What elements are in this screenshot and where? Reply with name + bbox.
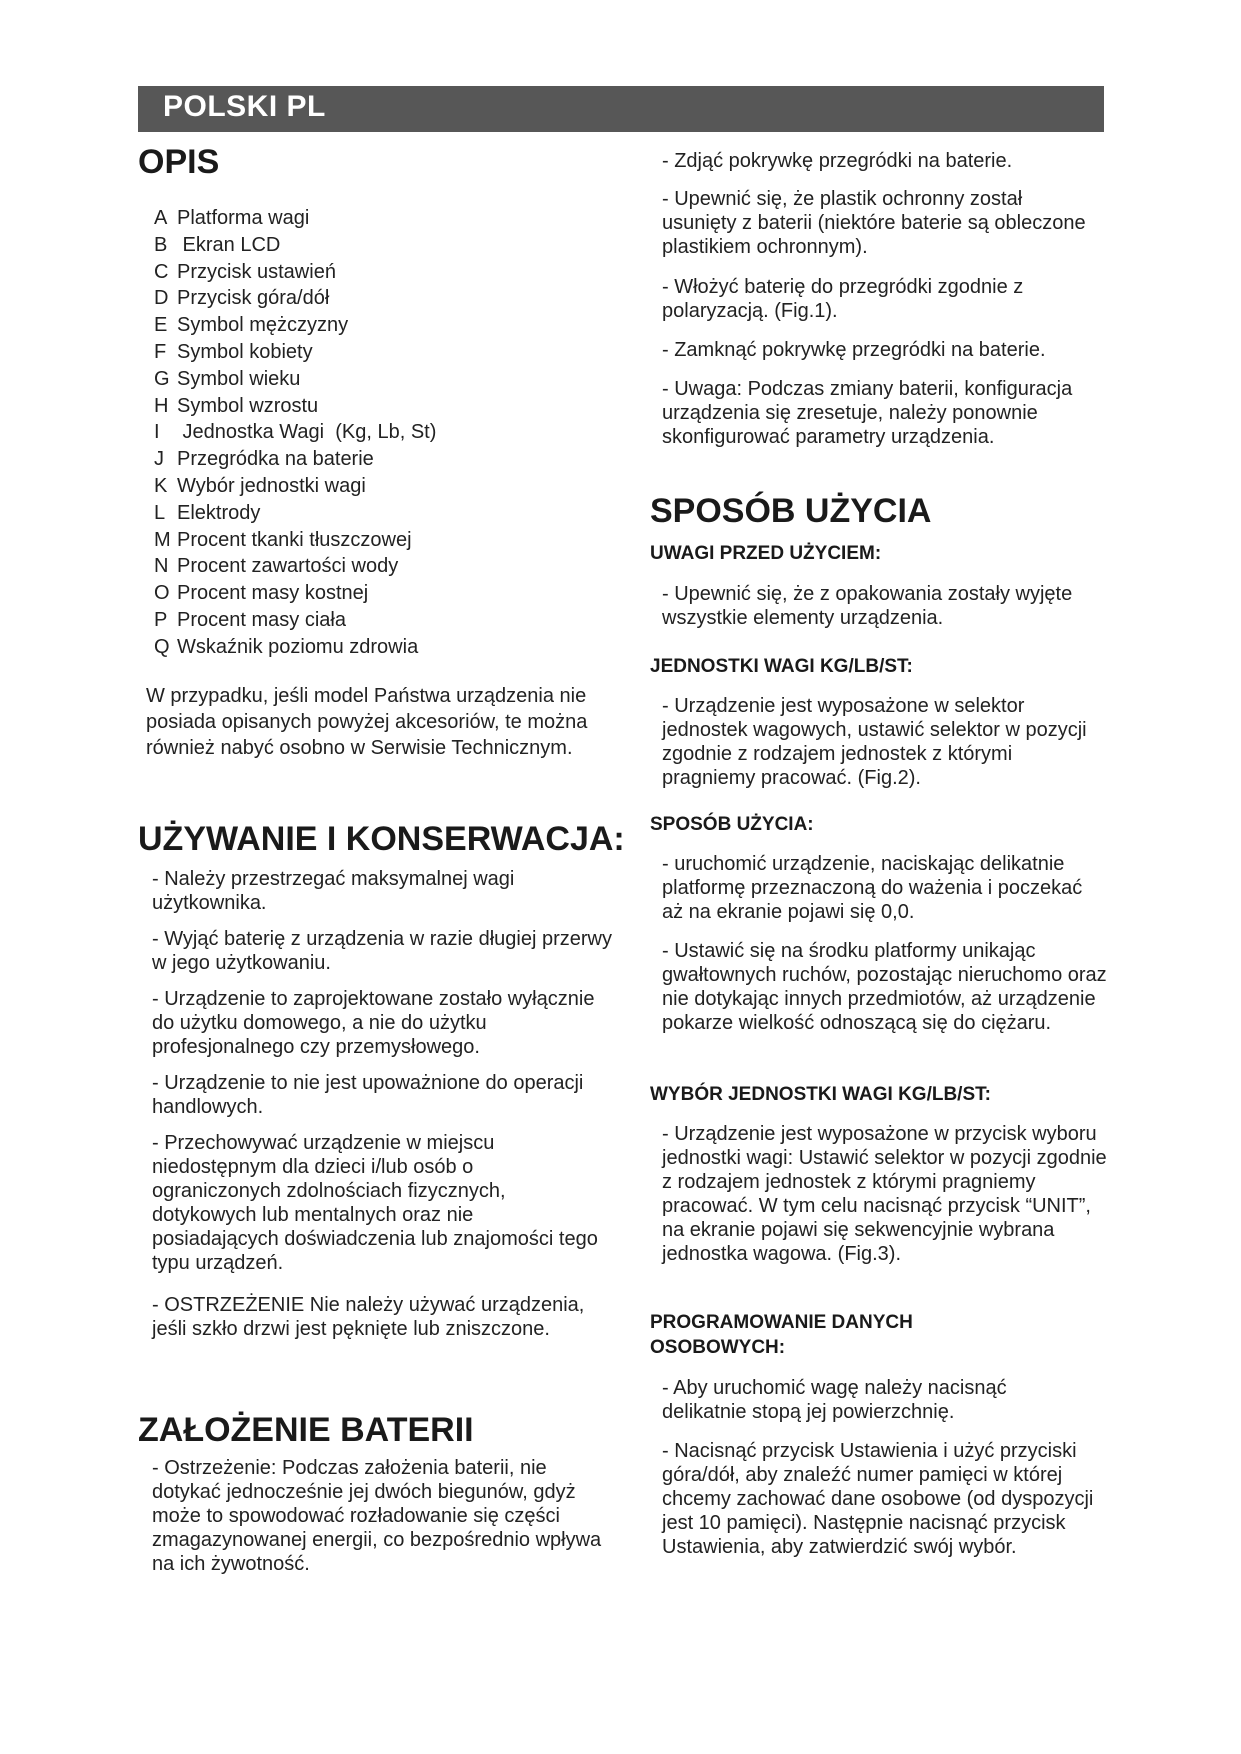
legend-item bbox=[154, 232, 436, 259]
programowanie-text-1: - Aby uruchomić wagę należy nacisnąć delikatnie stopą jej powierzchnię. bbox=[662, 1377, 1007, 1423]
language-header-title: POLSKI PL bbox=[163, 90, 326, 123]
legend-item bbox=[154, 393, 436, 420]
legend-item bbox=[154, 634, 436, 661]
baterii-step-3: - Włożyć baterię do przegródki zgodnie z polaryzacją. (Fig.1). bbox=[662, 276, 1024, 322]
uzywanie-p3: - Urządzenie to zaprojektowane zostało wyłącznie do użytku domowego, a nie do użytku profesjonalnego czy przemysłowego. bbox=[152, 988, 595, 1058]
baterii-title: ZAŁOŻENIE BATERII bbox=[138, 1411, 474, 1449]
legend-label: Platforma wagi bbox=[177, 207, 310, 229]
legend-label: Procent masy ciała bbox=[177, 608, 346, 631]
legend-label: Przegródka na baterie bbox=[177, 448, 374, 471]
legend-item bbox=[154, 553, 436, 580]
legend-item bbox=[154, 259, 436, 286]
legend-label: Symbol wieku bbox=[177, 367, 301, 390]
uzywanie-p1: - Należy przestrzegać maksymalnej wagi użytkownika. bbox=[152, 868, 515, 914]
programowanie-text-2: - Nacisnąć przycisk Ustawienia i użyć przyciski góra/dół, aby znaleźć numer pamięci w której chcemy zachować dane osobowe (od dyspozycji jest 10 pamięci). Następnie nacisnąć przycisk Ustawienia, aby zatwierdzić swój wybór. bbox=[662, 1440, 1094, 1558]
legend-item bbox=[154, 500, 436, 527]
legend-key: P bbox=[154, 608, 168, 631]
legend-key: K bbox=[154, 474, 168, 497]
legend-label: Przycisk góra/dół bbox=[177, 287, 330, 310]
uzywanie-p5: - Przechowywać urządzenie w miejscu niedostępnym dla dzieci i/lub osób o ograniczonych zdolnościach fizycznych, dotykowych lub mentalnych oraz nie posiadających doświadczenia lub znajomości tego typu urządzeń. bbox=[152, 1132, 598, 1274]
legend-label: Procent tkanki tłuszczowej bbox=[177, 528, 412, 551]
legend-item bbox=[154, 527, 436, 554]
legend-label: Symbol mężczyzny bbox=[177, 314, 349, 337]
legend-key: Q bbox=[154, 635, 170, 658]
baterii-step-5: - Uwaga: Podczas zmiany baterii, konfiguracja urządzenia się zresetuje, należy ponownie skonfigurować parametry urządzenia. bbox=[662, 378, 1073, 448]
legend-key: D bbox=[154, 287, 169, 310]
uzywanie-p2: - Wyjąć baterię z urządzenia w razie długiej przerwy w jego użytkowaniu. bbox=[152, 928, 612, 974]
legend-item bbox=[154, 580, 436, 607]
language-header-bar bbox=[138, 86, 1104, 132]
baterii-warning: - Ostrzeżenie: Podczas założenia baterii, nie dotykać jednocześnie jej dwóch biegunów, gdyż może to spowodować rozładowanie się części zmagazynowanej energii, co bezpośrednio wpływa na ich żywotność. bbox=[152, 1457, 602, 1575]
legend-key: J bbox=[154, 448, 164, 471]
legend-key: O bbox=[154, 582, 170, 605]
legend-label: Elektrody bbox=[177, 501, 261, 524]
uzycia-text-2: - Ustawić się na środku platformy unikając gwałtownych ruchów, pozostając nieruchomo oraz nie dotykając innych przedmiotów, aż urządzenie pokarze wielkość odnoszącą się do ciężaru. bbox=[662, 940, 1107, 1034]
opis-note: W przypadku, jeśli model Państwa urządzenia nie posiada opisanych powyżej akcesoriów, te można również nabyć osobno w Serwisie Technicznym. bbox=[146, 685, 588, 759]
legend-key: H bbox=[154, 394, 169, 417]
uzycia-text-1: - uruchomić urządzenie, naciskając delikatnie platformę przeznaczoną do ważenia i poczekać aż na ekranie pojawi się 0,0. bbox=[662, 853, 1083, 923]
legend-key: B bbox=[154, 233, 168, 256]
parts-legend bbox=[154, 205, 436, 661]
uzycia-subtitle: SPOSÓB UŻYCIA: bbox=[650, 814, 814, 835]
legend-item bbox=[154, 285, 436, 312]
uwagi-text: - Upewnić się, że z opakowania zostały wyjęte wszystkie elementy urządzenia. bbox=[662, 583, 1073, 629]
legend-key: E bbox=[154, 314, 168, 337]
legend-key: C bbox=[154, 260, 169, 283]
legend-item bbox=[154, 446, 436, 473]
sposob-title: SPOSÓB UŻYCIA bbox=[650, 492, 932, 530]
uzywanie-title: UŻYWANIE I KONSERWACJA: bbox=[138, 820, 625, 858]
legend-label: Procent masy kostnej bbox=[177, 582, 369, 605]
legend-key: M bbox=[154, 528, 171, 551]
legend-item bbox=[154, 205, 436, 232]
baterii-step-2: - Upewnić się, że plastik ochronny został usunięty z baterii (niektóre baterie są obleczone plastikiem ochronnym). bbox=[662, 188, 1086, 258]
legend-key: F bbox=[154, 340, 167, 363]
legend-key: G bbox=[154, 367, 170, 390]
uzywanie-p4: - Urządzenie to nie jest upoważnione do operacji handlowych. bbox=[152, 1072, 584, 1118]
wybor-text: - Urządzenie jest wyposażone w przycisk wyboru jednostki wagi: Ustawić selektor w pozycji zgodnie z rodzajem jednostek z którymi pragniemy pracować. W tym celu nacisnąć przycisk “UNIT”, na ekranie pojawi się sekwencyjnie wybrana jednostka wagowa. (Fig.3). bbox=[662, 1123, 1107, 1265]
opis-title: OPIS bbox=[138, 143, 220, 181]
legend-label: Ekran LCD bbox=[177, 233, 281, 256]
legend-item bbox=[154, 607, 436, 634]
jednostki-text: - Urządzenie jest wyposażone w selektor jednostek wagowych, ustawić selektor w pozycji zgodnie z rodzajem jednostek z którymi pragniemy pracować. (Fig.2). bbox=[662, 695, 1087, 789]
uzywanie-p6: - OSTRZEŻENIE Nie należy używać urządzenia, jeśli szkło drzwi jest pęknięte lub zniszczone. bbox=[152, 1294, 585, 1340]
legend-item bbox=[154, 339, 436, 366]
legend-key: I bbox=[154, 421, 160, 444]
legend-key: N bbox=[154, 555, 169, 578]
legend-key: L bbox=[154, 501, 166, 524]
legend-label: Symbol wzrostu bbox=[177, 394, 319, 417]
baterii-step-4: - Zamknąć pokrywkę przegródki na baterie. bbox=[662, 339, 1046, 361]
legend-item bbox=[154, 473, 436, 500]
legend-item bbox=[154, 312, 436, 339]
legend-key: A bbox=[154, 207, 168, 229]
programowanie-subtitle: PROGRAMOWANIE DANYCH OSOBOWYCH: bbox=[650, 1312, 913, 1358]
legend-label: Przycisk ustawień bbox=[177, 260, 336, 283]
legend-item bbox=[154, 366, 436, 393]
legend-label: Symbol kobiety bbox=[177, 340, 313, 363]
uwagi-subtitle: UWAGI PRZED UŻYCIEM: bbox=[650, 543, 882, 564]
jednostki-subtitle: JEDNOSTKI WAGI KG/LB/ST: bbox=[650, 656, 913, 677]
wybor-subtitle: WYBÓR JEDNOSTKI WAGI KG/LB/ST: bbox=[650, 1084, 991, 1105]
legend-label: Jednostka Wagi (Kg, Lb, St) bbox=[177, 421, 437, 444]
baterii-step-1: - Zdjąć pokrywkę przegródki na baterie. bbox=[662, 150, 1013, 172]
legend-label: Wybór jednostki wagi bbox=[177, 474, 366, 497]
legend-item bbox=[154, 419, 436, 446]
legend-label: Procent zawartości wody bbox=[177, 555, 399, 578]
legend-label: Wskaźnik poziomu zdrowia bbox=[177, 635, 419, 658]
